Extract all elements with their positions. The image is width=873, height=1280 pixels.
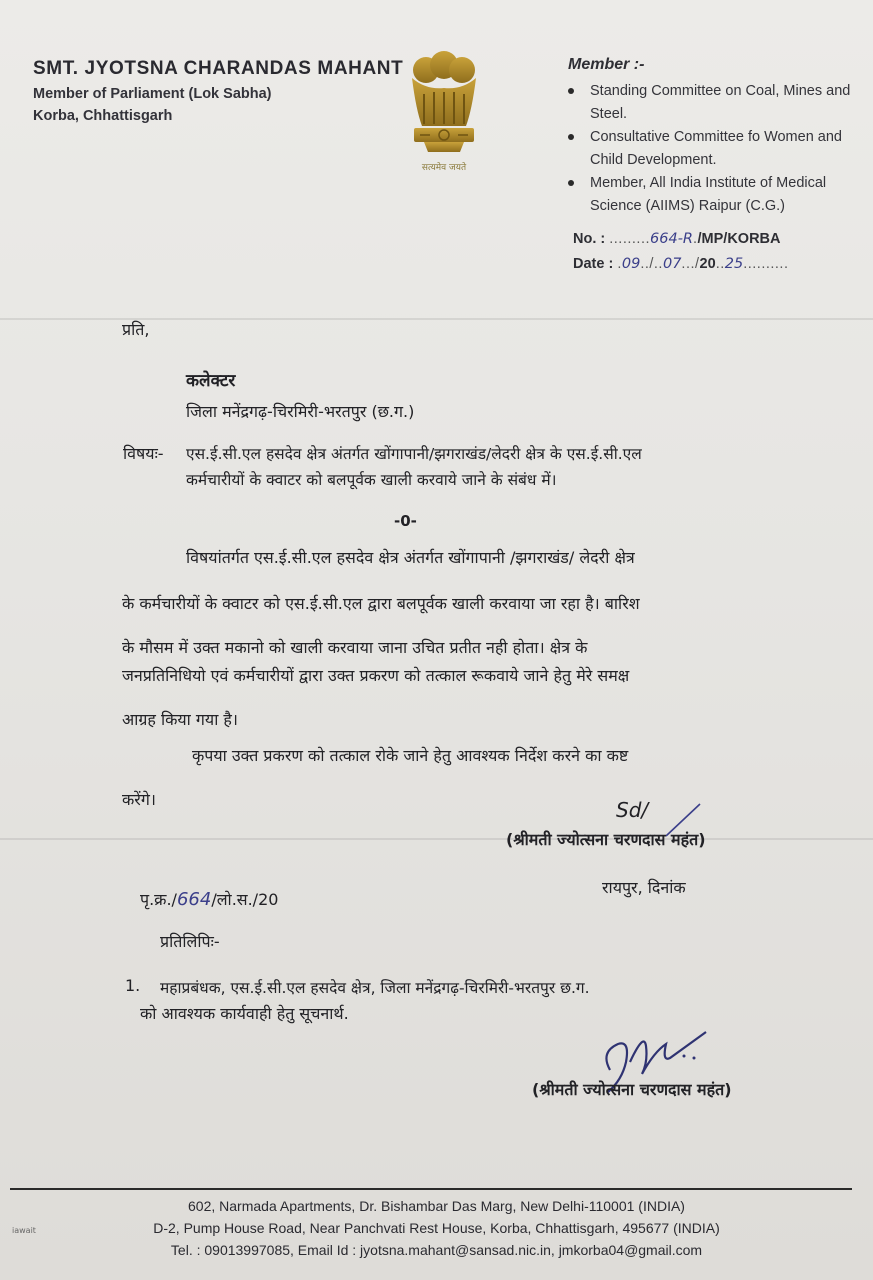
footer-korba-address: D-2, Pump House Road, Near Panchvati Rest House, Korba, Chhattisgarh, 495677 (INDIA) (153, 1220, 720, 1236)
bullet-icon (568, 88, 574, 94)
subject-label: विषयः- (123, 444, 164, 463)
handwritten-day: 09 (621, 256, 641, 272)
sd-mark: Sd/ (616, 798, 649, 822)
copy-item-line: को आवश्यक कार्यवाही हेतु सूचनार्थ. (140, 1004, 349, 1023)
list-item: Consultative Committee fo Women and Child Development. (568, 126, 858, 172)
recipient-address: जिला मनेंद्रगढ़-चिरमिरी-भरतपुर (छ.ग.) (186, 402, 415, 421)
memberships-block (568, 56, 858, 218)
body-line: के कर्मचारीयों के क्वाटर को एस.ई.सी.एल द्वारा बलपूर्वक खाली करवाया जा रहा है। बारिश (122, 594, 640, 613)
body-line: आग्रह किया गया है। (122, 710, 238, 729)
list-item: Member, All India Institute of Medical Science (AIIMS) Raipur (C.G.) (568, 172, 858, 218)
request-line: करेंगे। (122, 790, 156, 809)
sender-constituency: Korba, Chhattisgarh (33, 108, 173, 124)
signatory-name: (श्रीमती ज्योत्सना चरणदास महंत) (506, 830, 706, 849)
request-line: कृपया उक्त प्रकरण को तत्काल रोके जाने हेतु आवश्यक निर्देश करने का कष्ट (192, 746, 629, 765)
place-date: रायपुर, दिनांक (602, 878, 686, 897)
letter-date: Date : .09../..07.../20..25.......... (573, 256, 789, 272)
handwritten-ref: 664 (176, 889, 212, 910)
body-line: जनप्रतिनिधियो एवं कर्मचारीयों द्वारा उक्त प्रकरण को तत्काल रूकवाये जाने हेतु मेरे समक्ष (122, 666, 630, 685)
national-emblem-icon (402, 48, 486, 176)
footer-delhi-address: 602, Narmada Apartments, Dr. Bishambar Das Marg, New Delhi-110001 (INDIA) (188, 1198, 685, 1214)
subject-line: कर्मचारीयों के क्वाटर को बलपूर्वक खाली करवाये जाने के संबंध में। (186, 471, 557, 489)
handwritten-month: 07 (662, 256, 682, 272)
list-item: Standing Committee on Coal, Mines and Steel. (568, 80, 858, 126)
paper-fold (0, 838, 873, 840)
member-title: Member :- (568, 56, 645, 73)
letterhead-sender (33, 58, 403, 124)
handwritten-number: 664-R (650, 231, 693, 247)
copy-item-number: 1. (125, 976, 141, 995)
footer-contact: Tel. : 09013997085, Email Id : jyotsna.mahant@sansad.nic.in, jmkorba04@gmail.com (170, 1242, 703, 1258)
sender-name: SMT. JYOTSNA CHARANDAS MAHANT (33, 58, 404, 79)
salutation: प्रति, (122, 320, 150, 339)
separator: -0- (394, 512, 417, 530)
letter-number: No. : .........664-R./MP/KORBA (573, 231, 781, 247)
emblem-motto: सत्यमेव जयते (421, 163, 467, 173)
copy-item-line: महाप्रबंधक, एस.ई.सी.एल हसदेव क्षेत्र, जिला मनेंद्रगढ़-चिरमिरी-भरतपुर छ.ग. (160, 979, 590, 997)
handwritten-year: 25 (724, 256, 744, 272)
sender-designation: Member of Parliament (Lok Sabha) (33, 86, 272, 102)
membership-list (568, 80, 858, 218)
copy-label: प्रतिलिपिः- (160, 932, 220, 951)
scan-mark: iawait (12, 1226, 36, 1235)
bullet-icon (568, 134, 574, 140)
bullet-icon (568, 180, 574, 186)
footer-divider (10, 1188, 852, 1190)
signatory-name: (श्रीमती ज्योत्सना चरणदास महंत) (532, 1080, 732, 1099)
body-line: विषयांतर्गत एस.ई.सी.एल हसदेव क्षेत्र अंतर्गत खोंगापानी /झगराखंड/ लेदरी क्षेत्र (186, 548, 635, 567)
body-line: के मौसम में उक्त मकानो को खाली करवाया जाना उचित प्रतीत नही होता। क्षेत्र के (122, 638, 588, 657)
subject-line: एस.ई.सी.एल हसदेव क्षेत्र अंतर्गत खोंगापानी/झगराखंड/लेदरी क्षेत्र के एस.ई.सी.एल (186, 445, 642, 463)
reference-number: पृ.क्र./664/लो.स./20 (140, 889, 279, 910)
recipient-title: कलेक्टर (186, 371, 236, 391)
